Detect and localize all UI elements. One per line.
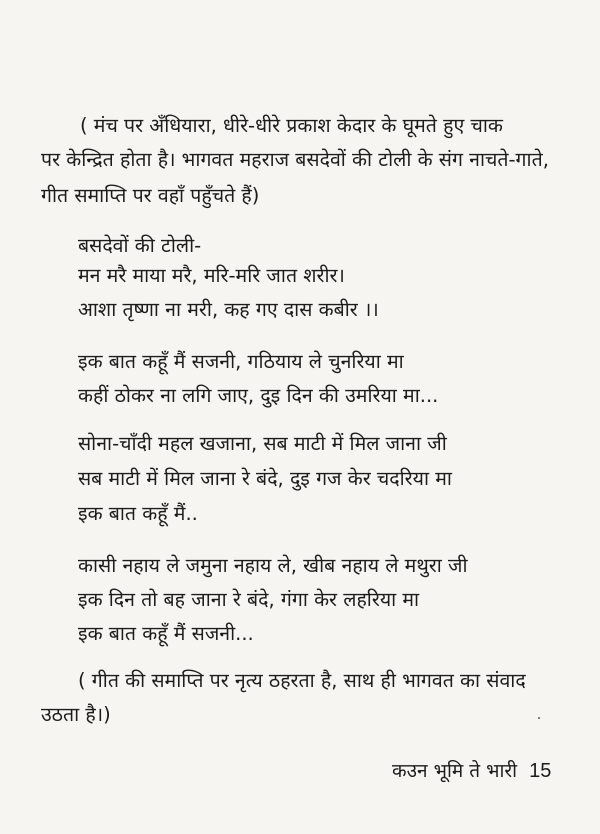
page-footer [392,757,551,783]
stage-direction-line: ( मंच पर अँधियारा, धीरे-धीरे प्रकाश केदार के घूमते हुए चाक [80,114,503,137]
verse-line: कासी नहाय ले जमुना नहाय ले, खीब नहाय ले मथुरा जी [78,554,468,577]
verse-line: इक बात कहूँ मैं सजनी... [78,622,254,645]
couplet-line: मन मरै माया मरै, मरि-मरि जात शरीर। [78,264,345,287]
page-number: 15 [529,760,552,782]
stage-direction-line: पर केन्द्रित होता है। भागवत महराज बसदेवों की टोली के संग नाचते-गाते, [41,148,549,171]
verse-line: इक दिन तो बह जाना रे बंदे, गंगा केर लहरिया मा [78,588,420,611]
running-title: कउन भूमि ते भारी [392,760,518,782]
verse-line: इक बात कहूँ मैं.. [78,502,198,525]
verse-line: इक बात कहूँ मैं सजनी, गठियाय ले चुनरिया मा [78,350,404,373]
couplet-line: आशा तृष्णा ना मरी, कह गए दास कबीर ।। [78,298,379,321]
print-speck [538,717,540,719]
verse-line: कहीं ठोकर ना लगि जाए, दुइ दिन की उमरिया मा... [78,384,439,407]
stage-direction-line: गीत समाप्ति पर वहाँ पहुँचते हैं) [41,184,260,207]
verse-line: सब माटी में मिल जाना रे बंदे, दुइ गज केर चदरिया मा [78,467,452,490]
speaker-label: बसदेवों की टोली- [78,234,202,257]
stage-direction-line: ( गीत की समाप्ति पर नृत्य ठहरता है, साथ ही भागवत का संवाद [78,669,526,692]
stage-direction-line: उठता है।) [41,703,111,726]
verse-line: सोना-चाँदी महल खजाना, सब माटी में मिल जाना जी [78,432,447,455]
